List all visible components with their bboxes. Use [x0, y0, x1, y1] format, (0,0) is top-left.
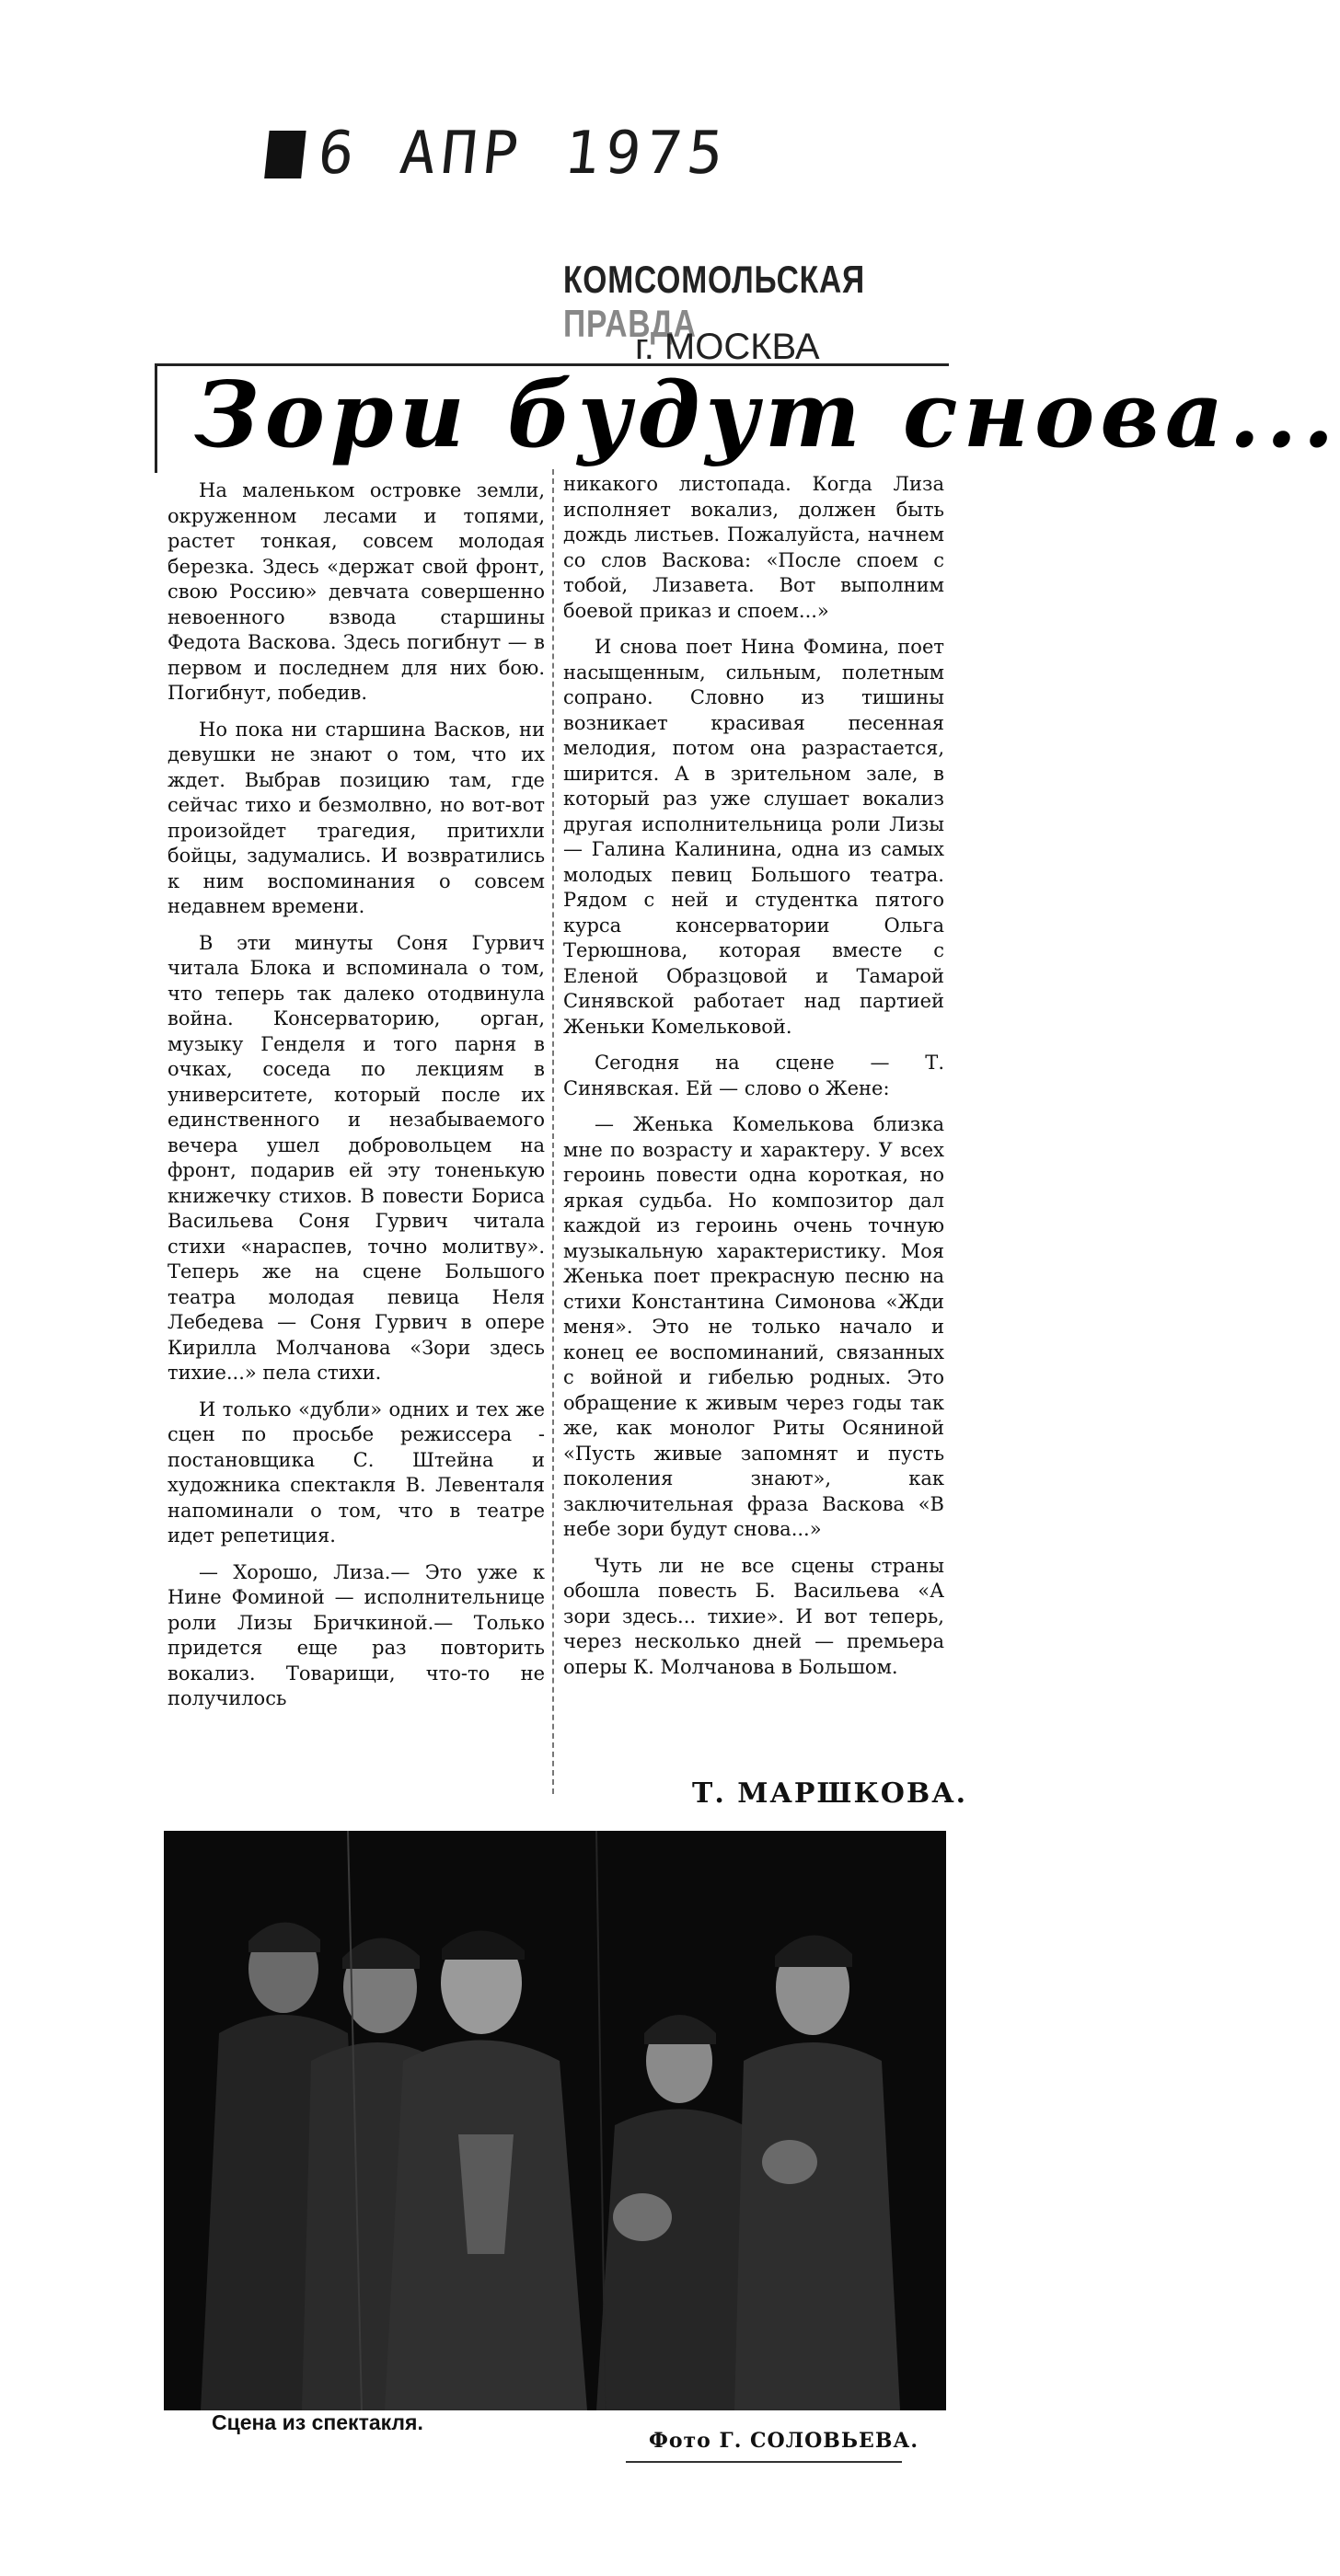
- paragraph: Чуть ли не все сцены страны обошла повесть Б. Васильева «А зори здесь... тихие». И вот теперь, через несколько дней — премьера оперы К. Молчанова в Большом.: [563, 1554, 944, 1678]
- paragraph: Сегодня на сцене — Т. Синявская. Ей — слово о Жене:: [563, 1052, 944, 1099]
- publication-stamp: КОМСОМОЛЬСКАЯ ПРАВДА: [563, 258, 865, 345]
- paragraph: И снова поет Нина Фомина, поет насыщенным, сильным, полетным сопрано. Словно из тишины возникает красивая песенная мелодия, потом она разрастается, ширится. А в зрительном зале, в который раз уже слушает вокализ другая исполнительница роли Лизы — Галина Калинина, одна из самых молодых певиц Большого театра. Рядом с ней и студентка пятого курса консерватории Ольга Терюшнова, которая вместе с Еленой Образцовой и Тамарой Синявской работает над партией Женьки Комельковой.: [563, 636, 944, 1038]
- paragraph: На маленьком островке земли, окруженном лесами и топями, растет тонкая, совсем молодая березка. Здесь «держат свой фронт, свою Россию» девчата совершенно невоенного взвода старшины Федота Васкова. Здесь погибнут — в первом и последнем для них бою. Погибнут, победив.: [168, 479, 545, 704]
- paragraph: — Хорошо, Лиза.— Это уже к Нине Фоминой — исполнительнице роли Лизы Бричкиной.— Только придется еще раз повторить вокализ. Товарищи, что-то не получилось: [168, 1560, 545, 1709]
- city-stamp: г. МОСКВА: [635, 327, 820, 367]
- article-title: Зори будут снова...: [194, 362, 1340, 468]
- paragraph: И только «дубли» одних и тех же сцен по просьбе режиссера - постановщика С. Штейна и художника спектакля В. Левенталя напоминали о том, что в театре идет репетиция.: [168, 1397, 545, 1547]
- paragraph: никакого листопада. Когда Лиза исполняет вокализ, должен быть дождь листьев. Пожалуйста, начнем со слов Васкова: «После споем с тобой, Лизавета. Вот выполним боевой приказ и споем...»: [563, 473, 944, 622]
- paragraph: — Женька Комелькова близка мне по возрасту и характеру. У всех героинь повести одна короткая, но яркая судьба. Но композитор дал каждой из героинь очень точную музыкальную характеристику. Моя Женька поет прекрасную песню на стихи Константина Симонова «Жди меня». Это не только начало и конец ее воспоминаний, связанных с войной и гибелью родных. Это обращение к живым через годы так же, как монолог Риты Осяниной «Пусть живые запомнят и пусть поколения знают», как заключительная фраза Васкова «В небе зори будут снова...»: [563, 1113, 944, 1540]
- credit-underline: [626, 2461, 902, 2463]
- date-stamp-text: 6 АПР 1975: [315, 120, 733, 188]
- article-column-2: [563, 472, 944, 1691]
- photo-caption: Сцена из спектакля.: [212, 2410, 423, 2434]
- paragraph: В эти минуты Соня Гурвич читала Блока и вспоминала о том, что теперь так далеко отодвинула война. Консерваторию, орган, музыку Генделя и того парня в очках, соседа по лекциям в университете, который после их единственного и незабываемого вечера ушел добровольцем на фронт, подарив ей эту тоненькую книжечку стихов. В повести Бориса Васильева Соня Гурвич читала стихи «нараспев, точно молитву». Теперь же на сцене Большого театра молодая певица Неля Лебедева — Соня Гурвич в опере Кирилла Молчанова «Зори здесь тихие...» пела стихи.: [168, 931, 545, 1384]
- performance-photo: [164, 1831, 946, 2410]
- paragraph: Но пока ни старшина Васков, ни девушки не знают о том, что их ждет. Выбрав позицию там, где сейчас тихо и безмолвно, но вот-вот произойдет трагедия, притихли бойцы, задумались. И возвратились к ним воспоминания о совсем недавнем времени.: [168, 718, 545, 917]
- article-column-1: [168, 478, 545, 1723]
- date-stamp: [263, 120, 732, 188]
- photo-figures: [164, 1831, 946, 2410]
- author-signature: Т. МАРШКОВА.: [692, 1777, 968, 1810]
- headline-box: [155, 362, 1340, 473]
- photo-credit: Фото Г. СОЛОВЬЕВА.: [649, 2429, 918, 2453]
- column-divider: [552, 469, 554, 1794]
